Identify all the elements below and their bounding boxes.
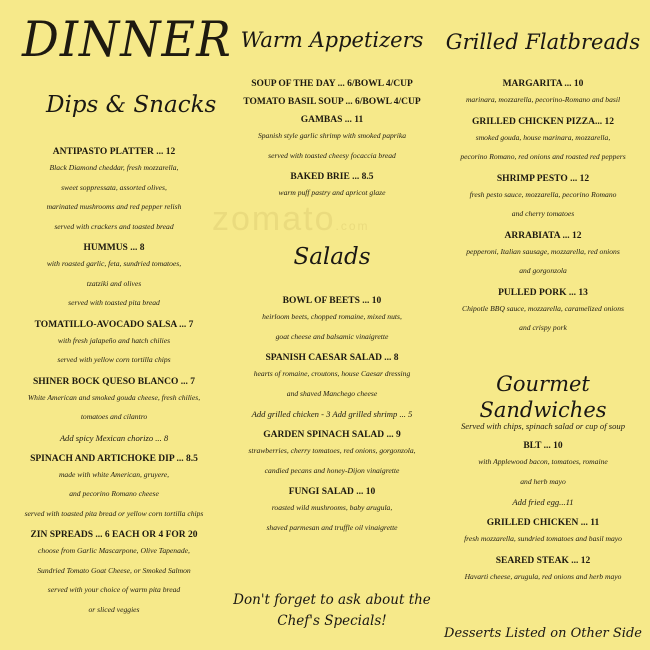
menu-item xyxy=(436,230,650,281)
menu-item-description: fresh mozzarella, sundried tomatoes and basil mayo xyxy=(464,534,622,543)
menu-item-description: and shaved Manchego cheese xyxy=(286,388,378,398)
menu-item-description: served with yellow corn tortilla chips xyxy=(57,355,171,364)
dips-item-list xyxy=(0,140,228,619)
menu-item-description: White American and smoked gouda cheese, fresh chilies, xyxy=(27,392,201,402)
section-title-dips: Dips & Snacks xyxy=(46,92,217,118)
menu-item-name: SPANISH CAESAR SALAD ... 8 xyxy=(265,353,399,363)
menu-item xyxy=(228,171,436,203)
menu-item xyxy=(436,116,650,167)
menu-item-description: marinara, mozzarella, pecorino-Romano and basil xyxy=(465,95,621,104)
menu-item-description: served with toasted pita bread xyxy=(68,298,160,307)
menu-item xyxy=(436,493,650,511)
menu-item-description: made with white American, gruyere, xyxy=(58,469,170,479)
menu-item xyxy=(436,517,650,549)
menu-item-description: Havarti cheese, arugula, red onions and herb mayo xyxy=(464,571,622,581)
menu-item xyxy=(0,429,228,447)
menu-item xyxy=(436,287,650,338)
menu-item-description: and pecorino Romano cheese xyxy=(69,489,159,498)
menu-item-name: HUMMUS ... 8 xyxy=(83,243,145,253)
menu-item-description: heirloom beets, chopped romaine, mixed nuts, xyxy=(262,312,402,321)
menu-item-name: ZIN SPREADS ... 6 EACH OR 4 FOR 20 xyxy=(30,530,198,540)
menu-item-addon: Add spicy Mexican chorizo ... 8 xyxy=(59,432,169,443)
flatbreads-item-list xyxy=(436,72,650,338)
menu-item xyxy=(436,555,650,587)
menu-item-addon: Add grilled chicken - 3 Add grilled shrimp ... 5 xyxy=(251,409,413,419)
desserts-note: Desserts Listed on Other Side xyxy=(444,626,642,641)
menu-item-name: SHRIMP PESTO ... 12 xyxy=(496,173,590,184)
menu-item-name: ANTIPASTO PLATTER ... 12 xyxy=(52,147,176,157)
menu-item-description: tzatziki and olives xyxy=(86,278,142,288)
sandwiches-intro: Served with chips, spinach salad or cup of soup xyxy=(461,421,625,431)
menu-item-name: GRILLED CHICKEN PIZZA... 12 xyxy=(472,116,614,127)
menu-item-description: tomatoes and cilantro xyxy=(80,412,148,421)
menu-item xyxy=(228,96,436,108)
salads-item-list xyxy=(228,289,436,537)
menu-item xyxy=(0,319,228,370)
menu-item-name: FUNGI SALAD ... 10 xyxy=(288,487,376,497)
menu-item-name: MARGARITA ... 10 xyxy=(502,79,584,89)
menu-item-description: served with your choice of warm pita bread xyxy=(47,585,181,594)
menu-item-description: or sliced veggies xyxy=(88,604,140,614)
chef-specials-note xyxy=(228,590,436,632)
column-dips-snacks xyxy=(0,0,232,650)
menu-item xyxy=(0,529,228,619)
menu-item-description: hearts of romaine, croutons, house Caesar dressing xyxy=(253,369,411,378)
menu-item-description: strawberries, cherry tomatoes, red onions, gorgonzola, xyxy=(248,446,416,455)
section-title-appetizers: Warm Appetizers xyxy=(240,28,424,52)
menu-item-description: shaved parmesan and truffle oil vinaigrette xyxy=(266,522,398,532)
menu-item xyxy=(228,295,436,346)
menu-item-description: served with toasted cheesy focaccia bread xyxy=(268,150,396,160)
section-title-sandwiches: Gourmet Sandwiches xyxy=(479,372,607,422)
menu-item-description: pecorino Romano, red onions and roasted red peppers xyxy=(460,152,626,161)
column-appetizers-salads xyxy=(228,0,436,650)
menu-item-name: BLT ... 10 xyxy=(523,441,563,451)
menu-item-name: BAKED BRIE ... 8.5 xyxy=(290,172,374,182)
menu-item xyxy=(0,242,228,313)
menu-item-description: with roasted garlic, feta, sundried tomatoes, xyxy=(46,259,182,268)
menu-item xyxy=(228,78,436,90)
menu-item-name: TOMATILLO-AVOCADO SALSA ... 7 xyxy=(34,319,194,330)
menu-item-description: and herb mayo xyxy=(520,476,566,486)
menu-item-description: candied pecans and honey-Dijon vinaigrette xyxy=(264,465,400,475)
column-flatbreads-sandwiches xyxy=(436,0,650,650)
menu-item-name: SHINER BOCK QUESO BLANCO ... 7 xyxy=(32,376,196,387)
chef-specials-line2: Chef's Specials! xyxy=(277,613,387,629)
menu-item-description: served with crackers and toasted bread xyxy=(54,221,174,231)
menu-item-description: smoked gouda, house marinara, mozzarella, xyxy=(475,132,611,142)
menu-item-description: and crispy pork xyxy=(519,323,567,332)
menu-item-description: with Applewood bacon, tomatoes, romaine xyxy=(478,457,608,466)
menu-item xyxy=(436,173,650,224)
menu-item-description: goat cheese and balsamic vinaigrette xyxy=(275,331,389,341)
menu-item-description: Sundried Tomato Goat Cheese, or Smoked Salmon xyxy=(37,565,191,575)
menu-item xyxy=(436,78,650,110)
menu-item-description: sweet soppressata, assorted olives, xyxy=(61,182,167,192)
menu-item-name: ARRABIATA ... 12 xyxy=(504,230,582,241)
menu-item-description: pepperoni, Italian sausage, mozzarella, red onions xyxy=(466,246,620,256)
menu-item-description: Black Diamond cheddar, fresh mozzarella, xyxy=(49,163,179,172)
menu-item-name: PULLED PORK ... 13 xyxy=(498,287,588,298)
menu-item xyxy=(436,440,650,491)
watermark: zomato.com xyxy=(212,200,370,238)
menu-item xyxy=(228,429,436,480)
section-title-salads: Salads xyxy=(293,244,371,270)
menu-item-name: SEARED STEAK ... 12 xyxy=(495,555,591,566)
menu-item xyxy=(228,114,436,165)
menu-title: DINNER xyxy=(22,10,232,68)
menu-item-description: Chipotle BBQ sauce, mozzarella, caramelized onions xyxy=(462,303,624,313)
menu-item-description: with fresh jalapeño and hatch chilies xyxy=(57,335,171,345)
menu-item-description: Spanish style garlic shrimp with smoked paprika xyxy=(257,131,407,140)
menu-item-description: choose from Garlic Mascarpone, Olive Tapenade, xyxy=(38,546,190,555)
menu-item-description: and gorgonzola xyxy=(519,266,567,275)
menu-item-description: and cherry tomatoes xyxy=(511,209,575,218)
menu-item-addon: Add fried egg...11 xyxy=(512,497,574,507)
menu-item-name: BOWL OF BEETS ... 10 xyxy=(282,296,382,306)
menu-item-description: warm puff pastry and apricot glaze xyxy=(278,188,386,197)
menu-item xyxy=(0,453,228,524)
menu-item-description: served with toasted pita bread or yellow corn tortilla chips xyxy=(24,508,204,518)
menu-item-name: SOUP OF THE DAY ... 6/BOWL 4/CUP xyxy=(251,79,413,89)
menu-item-description: roasted wild mushrooms, baby arugula, xyxy=(271,503,393,512)
menu-item-name: TOMATO BASIL SOUP ... 6/BOWL 4/CUP xyxy=(243,97,421,107)
chef-specials-line1: Don't forget to ask about the xyxy=(233,592,431,608)
menu-item xyxy=(228,405,436,423)
section-title-flatbreads: Grilled Flatbreads xyxy=(445,30,641,54)
menu-item xyxy=(0,146,228,236)
menu-item-description: fresh pesto sauce, mozzarella, pecorino Romano xyxy=(469,189,617,199)
menu-item-name: GRILLED CHICKEN ... 11 xyxy=(486,518,600,528)
menu-item xyxy=(0,376,228,427)
menu-item-description: marinated mushrooms and red pepper relish xyxy=(46,202,182,211)
menu-item-name: GAMBAS ... 11 xyxy=(300,115,364,125)
menu-item-name: GARDEN SPINACH SALAD ... 9 xyxy=(263,430,401,440)
sandwiches-item-list xyxy=(436,434,650,586)
menu-item-name: SPINACH AND ARTICHOKE DIP ... 8.5 xyxy=(30,453,198,464)
appetizers-item-list xyxy=(228,72,436,203)
menu-item xyxy=(228,486,436,537)
menu-item xyxy=(228,352,436,403)
